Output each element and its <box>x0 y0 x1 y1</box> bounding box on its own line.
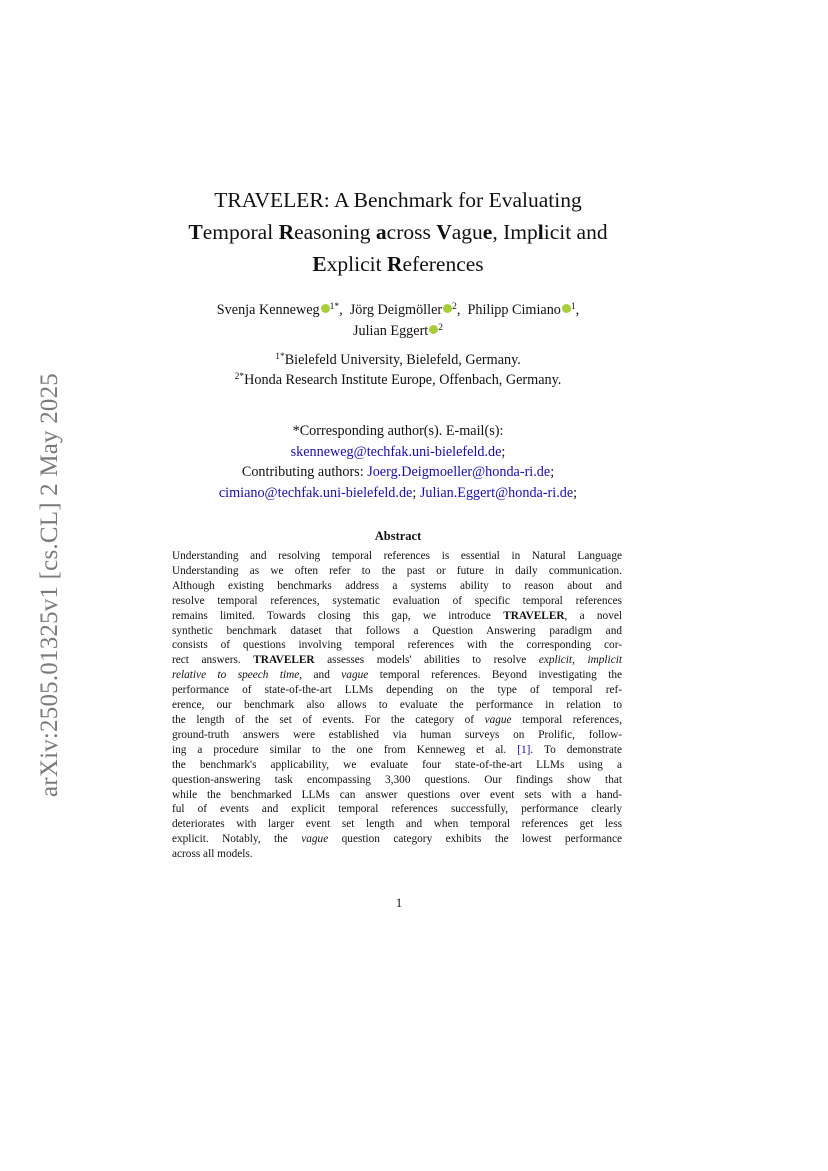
abstract-line: consists of questions involving temporal references with the corresponding cor- <box>172 639 622 652</box>
abstract-line: while the benchmarked LLMs can answer questions over event sets with a hand- <box>172 788 622 801</box>
affiliation-item: $^{1*}$Bielefeld University, Bielefeld, Germany. <box>275 352 521 368</box>
author-affiliation-mark: 2 <box>452 302 457 312</box>
author-affiliation-mark: 1* <box>329 302 340 312</box>
abstract-line: ful of events and explicit temporal references successfully, performance clearly <box>172 803 622 816</box>
author-name: Julian Eggert <box>352 323 429 339</box>
orcid-icon[interactable] <box>443 304 452 313</box>
abstract-line: synthetic benchmark dataset that follows a Question Answering paradigm and <box>172 624 622 637</box>
abstract-line: performance of state-of-the-art LLMs depending on the type of temporal ref- <box>172 684 622 697</box>
title-line-3: Explicit References <box>312 252 484 276</box>
abstract-line: Understanding as we often refer to the past or future in daily communication. <box>172 564 622 577</box>
abstract-body <box>172 549 622 862</box>
abstract-line: Understanding and resolving temporal references is essential in Natural Language <box>172 550 622 562</box>
abstract-line: the length of the set of events. For the category of vague temporal references, <box>172 713 623 726</box>
title-line-1: TRAVELER: A Benchmark for Evaluating <box>214 188 582 212</box>
author-name: Philipp Cimiano <box>467 302 561 318</box>
abstract-line: ing a procedure similar to the one from Kenneweg et al. [1]. To demonstrate <box>172 743 622 756</box>
affiliation-list <box>130 350 666 390</box>
author-list <box>130 300 666 342</box>
title-line-2: Temporal Reasoning across Vague, Implicit and <box>188 220 608 244</box>
abstract-line: relative to speech time, and vague temporal references. Beyond investigating the <box>172 669 623 682</box>
author-name: Jörg Deigmöller <box>349 302 443 318</box>
corresponding-email-link[interactable]: skenneweg@techfak.uni-bielefeld.de <box>290 443 502 460</box>
abstract-line: remains limited. Towards closing this gap, we introduce TRAVELER, a novel <box>172 609 623 622</box>
author-affiliation-mark: 2 <box>438 323 443 333</box>
abstract-line: ground-truth answers were established via human surveys on Prolific, follow- <box>172 728 622 741</box>
abstract-line: question-answering task encompassing 3,300 questions. Our findings show that <box>172 773 622 786</box>
page-number: 1 <box>395 896 403 910</box>
author-row-2 <box>130 321 666 342</box>
author-row-1: Svenja Kenneweg $^{1*}$, Jörg Deigmöller $^2$, Philipp Cimiano $^1$, <box>216 302 580 318</box>
abstract-line: the benchmark's applicability, we evaluate four state-of-the-art LLMs using a <box>172 758 622 771</box>
affiliation-item: $^{2*}$Honda Research Institute Europe, Offenbach, Germany. <box>234 372 562 388</box>
orcid-icon[interactable] <box>429 325 438 334</box>
email-link-deigmoeller[interactable]: Joerg.Deigmoeller@honda-ri.de <box>367 464 551 480</box>
abstract-line: explicit. Notably, the vague question category exhibits the lowest performance <box>172 833 623 846</box>
paper-title <box>130 184 666 280</box>
contact-block: *Corresponding author(s). E-mail(s): skenneweg@techfak.uni-bielefeld.de; Contributing authors: Joerg.Deigmoeller@honda-ri.de; cimiano@techfak.uni-bielefeld.de; Julian.Eggert@honda-ri.de; <box>130 421 666 503</box>
author-affiliation-mark: 1 <box>570 302 576 312</box>
abstract-line: across all models. <box>172 848 253 861</box>
abstract-line: rect answers. TRAVELER assesses models' abilities to resolve explicit, implicit <box>172 654 622 667</box>
email-link-eggert[interactable]: Julian.Eggert@honda-ri.de <box>419 484 574 501</box>
citation-link[interactable]: [1] <box>517 743 531 756</box>
orcid-icon[interactable] <box>321 304 330 313</box>
arxiv-identifier-stamp: arXiv:2505.01325v1 [cs.CL] 2 May 2025 <box>36 372 63 798</box>
abstract-line: resolve temporal references, systematic evaluation of specific temporal references <box>172 594 622 607</box>
orcid-icon[interactable] <box>562 304 571 313</box>
abstract-line: Although existing benchmarks address a systems ability to reason about and <box>172 579 622 592</box>
abstract-line: deteriorates with larger event set length and when temporal references get less <box>172 818 622 831</box>
abstract-heading: Abstract <box>374 529 422 543</box>
corresponding-label: *Corresponding author(s). E-mail(s): <box>292 423 504 439</box>
email-link-cimiano[interactable]: cimiano@techfak.uni-bielefeld.de <box>218 484 413 501</box>
abstract-line: erence, our benchmark also allows to evaluate the performance in relation to <box>172 699 622 712</box>
author-name: Svenja Kenneweg <box>216 302 320 318</box>
contributing-label: Contributing authors: <box>241 464 364 480</box>
